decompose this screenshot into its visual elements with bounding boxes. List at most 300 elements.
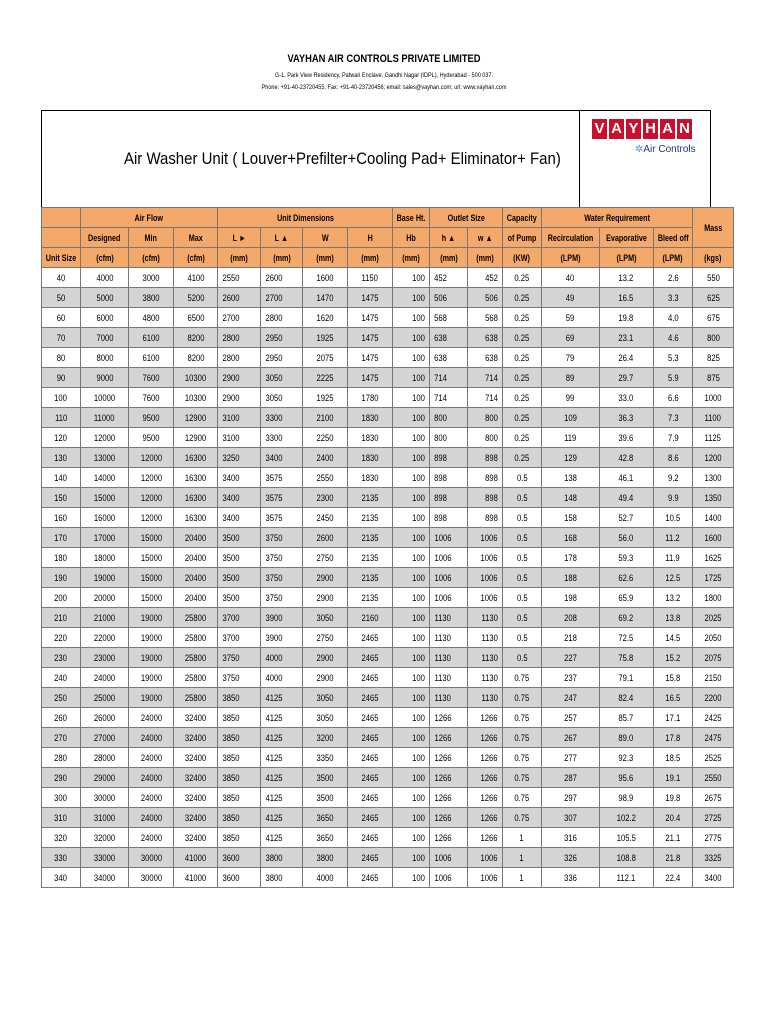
table-body — [42, 268, 734, 888]
table-cell: 11000 — [81, 408, 129, 428]
table-cell: 2465 — [348, 648, 393, 668]
table-cell: 3050 — [303, 708, 348, 728]
table-cell: 3700 — [218, 628, 261, 648]
table-cell: 100 — [393, 288, 430, 308]
table-cell: 0.25 — [503, 288, 542, 308]
table-cell: 24000 — [129, 748, 174, 768]
table-cell: 3200 — [303, 728, 348, 748]
table-cell: 210 — [42, 608, 81, 628]
table-cell: 65.9 — [599, 588, 653, 608]
table-cell: 0.25 — [503, 428, 542, 448]
table-cell: 24000 — [129, 728, 174, 748]
table-cell: 4125 — [261, 828, 303, 848]
table-cell: 260 — [42, 708, 81, 728]
table-cell: 24000 — [129, 828, 174, 848]
table-cell: 21.1 — [653, 828, 693, 848]
table-cell: 550 — [693, 268, 734, 288]
company-name: VAYHAN AIR CONTROLS PRIVATE LIMITED — [287, 53, 481, 65]
table-cell: 2600 — [218, 288, 261, 308]
table-cell: 2135 — [348, 548, 393, 568]
group-capacity: Capacity — [503, 208, 542, 228]
table-cell: 4.6 — [653, 328, 693, 348]
table-cell: 52.7 — [599, 508, 653, 528]
table-cell: 3050 — [303, 688, 348, 708]
col-recirculation: Recirculation — [541, 228, 599, 248]
table-cell: 3500 — [303, 788, 348, 808]
table-cell: 2800 — [261, 308, 303, 328]
table-cell: 2465 — [348, 728, 393, 748]
table-cell: 3900 — [261, 608, 303, 628]
table-cell: 0.75 — [503, 708, 542, 728]
table-row — [42, 668, 734, 688]
logo-letter: V — [592, 119, 607, 139]
table-cell: 1130 — [468, 628, 503, 648]
table-cell: 1925 — [303, 328, 348, 348]
table-row — [42, 448, 734, 468]
table-cell: 12000 — [129, 488, 174, 508]
table-cell: 250 — [42, 688, 81, 708]
table-cell: 5200 — [174, 288, 218, 308]
company-address: G-1, Park View Residency, Patwari Enclave, Gandhi Nagar (IDPL), Hyderabad - 500 037. — [274, 72, 494, 79]
table-cell: 2150 — [693, 668, 734, 688]
table-cell: 638 — [468, 348, 503, 368]
table-cell: 12000 — [129, 468, 174, 488]
table-cell: 800 — [468, 408, 503, 428]
table-cell: 16300 — [174, 468, 218, 488]
table-cell: 100 — [393, 368, 430, 388]
table-cell: 10.5 — [653, 508, 693, 528]
col-outlet-w: w ▲ — [468, 228, 503, 248]
table-cell: 3850 — [218, 688, 261, 708]
table-cell: 79.1 — [599, 668, 653, 688]
table-cell: 100 — [393, 668, 430, 688]
table-cell: 17.8 — [653, 728, 693, 748]
table-cell: 2475 — [693, 728, 734, 748]
table-cell: 21000 — [81, 608, 129, 628]
table-cell: 3100 — [218, 408, 261, 428]
table-cell: 714 — [430, 368, 468, 388]
col-width: W — [303, 228, 348, 248]
unit-label: (cfm) — [174, 248, 218, 268]
table-cell: 2135 — [348, 568, 393, 588]
table-cell: 1266 — [468, 728, 503, 748]
table-cell: 3850 — [218, 708, 261, 728]
table-cell: 0.5 — [503, 588, 542, 608]
table-cell: 56.0 — [599, 528, 653, 548]
table-cell: 148 — [541, 488, 599, 508]
unit-label: (cfm) — [81, 248, 129, 268]
table-cell: 3050 — [261, 368, 303, 388]
table-cell: 8200 — [174, 348, 218, 368]
table-cell: 280 — [42, 748, 81, 768]
table-cell: 2135 — [348, 508, 393, 528]
table-cell: 3750 — [261, 588, 303, 608]
table-row — [42, 868, 734, 888]
table-cell: 32400 — [174, 768, 218, 788]
table-cell: 100 — [393, 328, 430, 348]
table-row — [42, 708, 734, 728]
table-cell: 198 — [541, 588, 599, 608]
table-cell: 714 — [468, 388, 503, 408]
table-cell: 287 — [541, 768, 599, 788]
table-row — [42, 268, 734, 288]
table-cell: 506 — [430, 288, 468, 308]
table-cell: 1475 — [348, 308, 393, 328]
table-cell: 3750 — [261, 568, 303, 588]
unit-label: (mm) — [430, 248, 468, 268]
table-cell: 0.75 — [503, 788, 542, 808]
table-cell: 100 — [393, 728, 430, 748]
table-cell: 9000 — [81, 368, 129, 388]
table-cell: 2135 — [348, 588, 393, 608]
table-cell: 20400 — [174, 568, 218, 588]
table-cell: 2700 — [261, 288, 303, 308]
table-cell: 0.5 — [503, 608, 542, 628]
table-cell: 18.5 — [653, 748, 693, 768]
table-cell: 1130 — [468, 608, 503, 628]
col-height: H — [348, 228, 393, 248]
table-cell: 100 — [393, 488, 430, 508]
table-row — [42, 548, 734, 568]
table-cell: 2135 — [348, 488, 393, 508]
table-cell: 1475 — [348, 348, 393, 368]
table-cell: 32400 — [174, 728, 218, 748]
table-cell: 25000 — [81, 688, 129, 708]
table-row — [42, 428, 734, 448]
table-cell: 1266 — [430, 788, 468, 808]
table-cell: 100 — [393, 848, 430, 868]
table-cell: 4125 — [261, 708, 303, 728]
table-cell: 2465 — [348, 688, 393, 708]
table-cell: 3800 — [303, 848, 348, 868]
table-cell: 3300 — [261, 408, 303, 428]
table-cell: 5.9 — [653, 368, 693, 388]
table-cell: 3000 — [129, 268, 174, 288]
table-cell: 2900 — [303, 588, 348, 608]
table-cell: 119 — [541, 428, 599, 448]
col-length-1: L ► — [218, 228, 261, 248]
table-cell: 129 — [541, 448, 599, 468]
table-cell: 19000 — [129, 688, 174, 708]
table-cell: 89.0 — [599, 728, 653, 748]
table-cell: 32400 — [174, 748, 218, 768]
table-cell: 638 — [430, 328, 468, 348]
table-cell: 12900 — [174, 428, 218, 448]
table-cell: 2750 — [303, 548, 348, 568]
table-cell: 3800 — [129, 288, 174, 308]
table-cell: 25800 — [174, 628, 218, 648]
table-cell: 3250 — [218, 448, 261, 468]
table-cell: 875 — [693, 368, 734, 388]
table-cell: 2465 — [348, 708, 393, 728]
table-cell: 3650 — [303, 808, 348, 828]
col-unit-size: Unit Size — [42, 248, 81, 268]
table-row — [42, 648, 734, 668]
table-row — [42, 688, 734, 708]
table-cell: 2465 — [348, 828, 393, 848]
table-cell: 89 — [541, 368, 599, 388]
table-cell: 3050 — [303, 608, 348, 628]
logo-subtitle — [635, 144, 696, 155]
table-cell: 1266 — [430, 748, 468, 768]
table-cell: 290 — [42, 768, 81, 788]
table-cell: 336 — [541, 868, 599, 888]
table-cell: 2550 — [693, 768, 734, 788]
table-row — [42, 608, 734, 628]
table-cell: 2900 — [218, 388, 261, 408]
table-cell: 2750 — [303, 628, 348, 648]
table-cell: 170 — [42, 528, 81, 548]
table-cell: 1266 — [430, 708, 468, 728]
table-cell: 15000 — [81, 488, 129, 508]
table-row — [42, 828, 734, 848]
table-cell: 50 — [42, 288, 81, 308]
table-cell: 3850 — [218, 828, 261, 848]
table-cell: 100 — [393, 708, 430, 728]
table-cell: 25800 — [174, 648, 218, 668]
table-cell: 138 — [541, 468, 599, 488]
table-cell: 898 — [430, 468, 468, 488]
company-logo — [579, 111, 712, 207]
table-cell: 32400 — [174, 828, 218, 848]
table-cell: 42.8 — [599, 448, 653, 468]
table-cell: 72.5 — [599, 628, 653, 648]
table-row — [42, 768, 734, 788]
table-cell: 1780 — [348, 388, 393, 408]
table-cell: 1000 — [693, 388, 734, 408]
table-cell: 3400 — [218, 468, 261, 488]
table-cell: 1006 — [430, 868, 468, 888]
table-cell: 9500 — [129, 408, 174, 428]
table-row — [42, 408, 734, 428]
table-cell: 69.2 — [599, 608, 653, 628]
table-cell: 20400 — [174, 548, 218, 568]
table-cell: 0.75 — [503, 768, 542, 788]
table-cell: 1725 — [693, 568, 734, 588]
table-cell: 100 — [393, 548, 430, 568]
table-cell: 3850 — [218, 788, 261, 808]
table-cell: 8200 — [174, 328, 218, 348]
table-cell: 41000 — [174, 848, 218, 868]
table-cell: 10000 — [81, 388, 129, 408]
table-cell: 100 — [393, 748, 430, 768]
table-cell: 3400 — [261, 448, 303, 468]
table-cell: 3750 — [218, 668, 261, 688]
table-cell: 800 — [693, 328, 734, 348]
table-cell: 14000 — [81, 468, 129, 488]
table-cell: 2465 — [348, 868, 393, 888]
table-cell: 0.75 — [503, 748, 542, 768]
table-cell: 13.8 — [653, 608, 693, 628]
table-cell: 1006 — [468, 848, 503, 868]
table-cell: 120 — [42, 428, 81, 448]
table-cell: 19000 — [129, 668, 174, 688]
table-cell: 452 — [430, 268, 468, 288]
table-cell: 1006 — [468, 548, 503, 568]
table-cell: 59 — [541, 308, 599, 328]
table-cell: 5.3 — [653, 348, 693, 368]
table-cell: 237 — [541, 668, 599, 688]
table-cell: 714 — [468, 368, 503, 388]
table-cell: 100 — [393, 528, 430, 548]
table-cell: 100 — [393, 768, 430, 788]
table-cell: 2675 — [693, 788, 734, 808]
col-outlet-h: h ▲ — [430, 228, 468, 248]
table-cell: 6500 — [174, 308, 218, 328]
table-row — [42, 808, 734, 828]
table-cell: 2465 — [348, 748, 393, 768]
table-cell: 108.8 — [599, 848, 653, 868]
table-cell: 100 — [393, 608, 430, 628]
table-cell: 3800 — [261, 868, 303, 888]
table-cell: 100 — [393, 348, 430, 368]
table-cell: 310 — [42, 808, 81, 828]
table-cell: 0.25 — [503, 448, 542, 468]
table-cell: 267 — [541, 728, 599, 748]
table-cell: 100 — [393, 688, 430, 708]
table-cell: 898 — [430, 488, 468, 508]
document-title: Air Washer Unit ( Louver+Prefilter+Cooling Pad+ Eliminator+ Fan) — [124, 149, 561, 168]
table-cell: 92.3 — [599, 748, 653, 768]
table-cell: 3400 — [218, 508, 261, 528]
table-cell: 3500 — [218, 548, 261, 568]
table-row — [42, 568, 734, 588]
table-cell: 10300 — [174, 368, 218, 388]
table-cell: 1006 — [430, 528, 468, 548]
table-cell: 0.25 — [503, 308, 542, 328]
table-cell: 1600 — [303, 268, 348, 288]
table-cell: 2900 — [218, 368, 261, 388]
table-cell: 1006 — [468, 868, 503, 888]
table-cell: 1006 — [430, 548, 468, 568]
table-cell: 257 — [541, 708, 599, 728]
table-cell: 100 — [393, 508, 430, 528]
table-cell: 85.7 — [599, 708, 653, 728]
col-evaporative: Evaporative — [599, 228, 653, 248]
table-cell: 1125 — [693, 428, 734, 448]
table-cell: 140 — [42, 468, 81, 488]
table-cell: 1006 — [430, 568, 468, 588]
table-cell: 19.8 — [599, 308, 653, 328]
title-frame — [41, 110, 711, 207]
group-air-flow: Air Flow — [81, 208, 218, 228]
table-cell: 15.8 — [653, 668, 693, 688]
table-cell: 30000 — [129, 868, 174, 888]
table-cell: 4125 — [261, 808, 303, 828]
table-cell: 4125 — [261, 728, 303, 748]
table-cell: 15000 — [129, 528, 174, 548]
table-cell: 16.5 — [599, 288, 653, 308]
table-cell: 49 — [541, 288, 599, 308]
table-cell: 12900 — [174, 408, 218, 428]
table-cell: 320 — [42, 828, 81, 848]
table-cell: 2450 — [303, 508, 348, 528]
table-cell: 568 — [468, 308, 503, 328]
table-cell: 0.5 — [503, 628, 542, 648]
logo-wordmark — [592, 119, 692, 139]
table-cell: 3850 — [218, 748, 261, 768]
table-cell: 19.8 — [653, 788, 693, 808]
table-cell: 14.5 — [653, 628, 693, 648]
table-cell: 150 — [42, 488, 81, 508]
table-cell: 100 — [393, 648, 430, 668]
table-cell: 100 — [393, 308, 430, 328]
table-cell: 24000 — [129, 768, 174, 788]
table-cell: 1130 — [430, 648, 468, 668]
table-cell: 2775 — [693, 828, 734, 848]
table-cell: 1130 — [468, 668, 503, 688]
table-cell: 208 — [541, 608, 599, 628]
col-bleed-off: Bleed off — [653, 228, 693, 248]
table-cell: 1300 — [693, 468, 734, 488]
table-cell: 2800 — [218, 328, 261, 348]
table-cell: 3650 — [303, 828, 348, 848]
table-row — [42, 308, 734, 328]
table-cell: 20000 — [81, 588, 129, 608]
table-cell: 15.2 — [653, 648, 693, 668]
table-cell: 31000 — [81, 808, 129, 828]
table-cell: 2160 — [348, 608, 393, 628]
table-row — [42, 468, 734, 488]
table-cell: 16000 — [81, 508, 129, 528]
table-cell: 1620 — [303, 308, 348, 328]
specifications-table — [41, 207, 734, 888]
table-row — [42, 388, 734, 408]
table-cell: 3100 — [218, 428, 261, 448]
table-cell: 638 — [430, 348, 468, 368]
table-cell: 2465 — [348, 808, 393, 828]
table-row — [42, 348, 734, 368]
table-cell: 12000 — [129, 448, 174, 468]
table-cell: 0.5 — [503, 488, 542, 508]
unit-label: (LPM) — [653, 248, 693, 268]
col-max: Max — [174, 228, 218, 248]
table-cell: 3700 — [218, 608, 261, 628]
table-cell: 1266 — [430, 728, 468, 748]
table-cell: 15000 — [129, 568, 174, 588]
table-cell: 3400 — [693, 868, 734, 888]
table-cell: 1130 — [468, 648, 503, 668]
table-cell: 1130 — [430, 608, 468, 628]
table-cell: 1006 — [468, 568, 503, 588]
table-cell: 24000 — [81, 668, 129, 688]
table-cell: 0.25 — [503, 348, 542, 368]
table-cell: 1 — [503, 868, 542, 888]
table-cell: 15000 — [129, 548, 174, 568]
table-cell: 7600 — [129, 388, 174, 408]
table-cell: 0.25 — [503, 388, 542, 408]
table-cell: 1130 — [468, 688, 503, 708]
table-cell: 19000 — [129, 608, 174, 628]
table-cell: 34000 — [81, 868, 129, 888]
table-cell: 277 — [541, 748, 599, 768]
table-cell: 4125 — [261, 768, 303, 788]
table-cell: 19000 — [129, 648, 174, 668]
table-cell: 330 — [42, 848, 81, 868]
table-cell: 2900 — [303, 648, 348, 668]
table-cell: 3300 — [261, 428, 303, 448]
table-cell: 3750 — [218, 648, 261, 668]
table-cell: 16.5 — [653, 688, 693, 708]
table-cell: 75.8 — [599, 648, 653, 668]
table-cell: 0.25 — [503, 328, 542, 348]
table-cell: 1130 — [430, 688, 468, 708]
logo-letter: A — [609, 119, 624, 139]
table-cell: 190 — [42, 568, 81, 588]
table-cell: 568 — [430, 308, 468, 328]
table-cell: 898 — [468, 488, 503, 508]
table-cell: 6100 — [129, 348, 174, 368]
